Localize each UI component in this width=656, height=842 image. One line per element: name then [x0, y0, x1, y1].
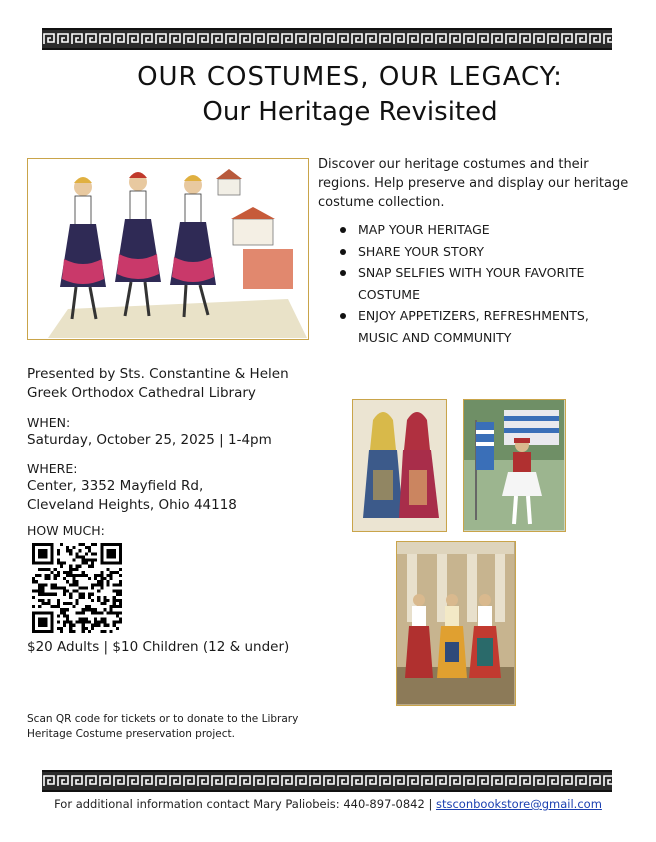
intro-text: Discover our heritage costumes and their regions. Help preserve and display our heritage costume collection.: [318, 157, 629, 210]
title-line-2: Our Heritage Revisited: [202, 97, 498, 127]
when-value: Saturday, October 25, 2025 | 1-4pm: [27, 432, 272, 448]
howmuch-label: HOW MUCH:: [27, 523, 105, 538]
where-address-line-2: Cleveland Heights, Ohio 44118: [27, 497, 237, 513]
footer-email-link[interactable]: stsconbookstore@gmail.com: [435, 797, 602, 811]
greek-key-border-bottom: [42, 770, 612, 792]
costume-photo-3: [396, 541, 516, 706]
feature-item: MAP YOUR HERITAGE: [340, 219, 610, 241]
when-label: WHEN:: [27, 415, 71, 430]
greek-key-border-top: [42, 28, 612, 50]
qr-code[interactable]: [32, 543, 122, 633]
title-line-1: OUR COSTUMES, OUR LEGACY:: [137, 62, 563, 92]
feature-list: [340, 219, 610, 348]
where-label: WHERE:: [27, 461, 78, 476]
scan-note: Scan QR code for tickets or to donate to the Library Heritage Costume preservation project.: [27, 713, 299, 740]
where-address-line-1: Center, 3352 Mayfield Rd,: [27, 478, 204, 494]
costume-photo-2: [463, 399, 566, 532]
presenter-text: Presented by Sts. Constantine & Helen Greek Orthodox Cathedral Library: [27, 366, 289, 401]
dancers-illustration: [27, 158, 309, 340]
footer-contact: [0, 797, 656, 811]
price-text: $20 Adults | $10 Children (12 & under): [27, 639, 290, 655]
footer-text: For additional information contact Mary Paliobeis: 440-897-0842 |: [54, 797, 433, 811]
feature-item: ENJOY APPETIZERS, REFRESHMENTS, MUSIC AND COMMUNITY: [340, 305, 610, 348]
costume-photo-1: [352, 399, 447, 532]
feature-item: SHARE YOUR STORY: [340, 241, 610, 263]
feature-item: SNAP SELFIES WITH YOUR FAVORITE COSTUME: [340, 262, 610, 305]
